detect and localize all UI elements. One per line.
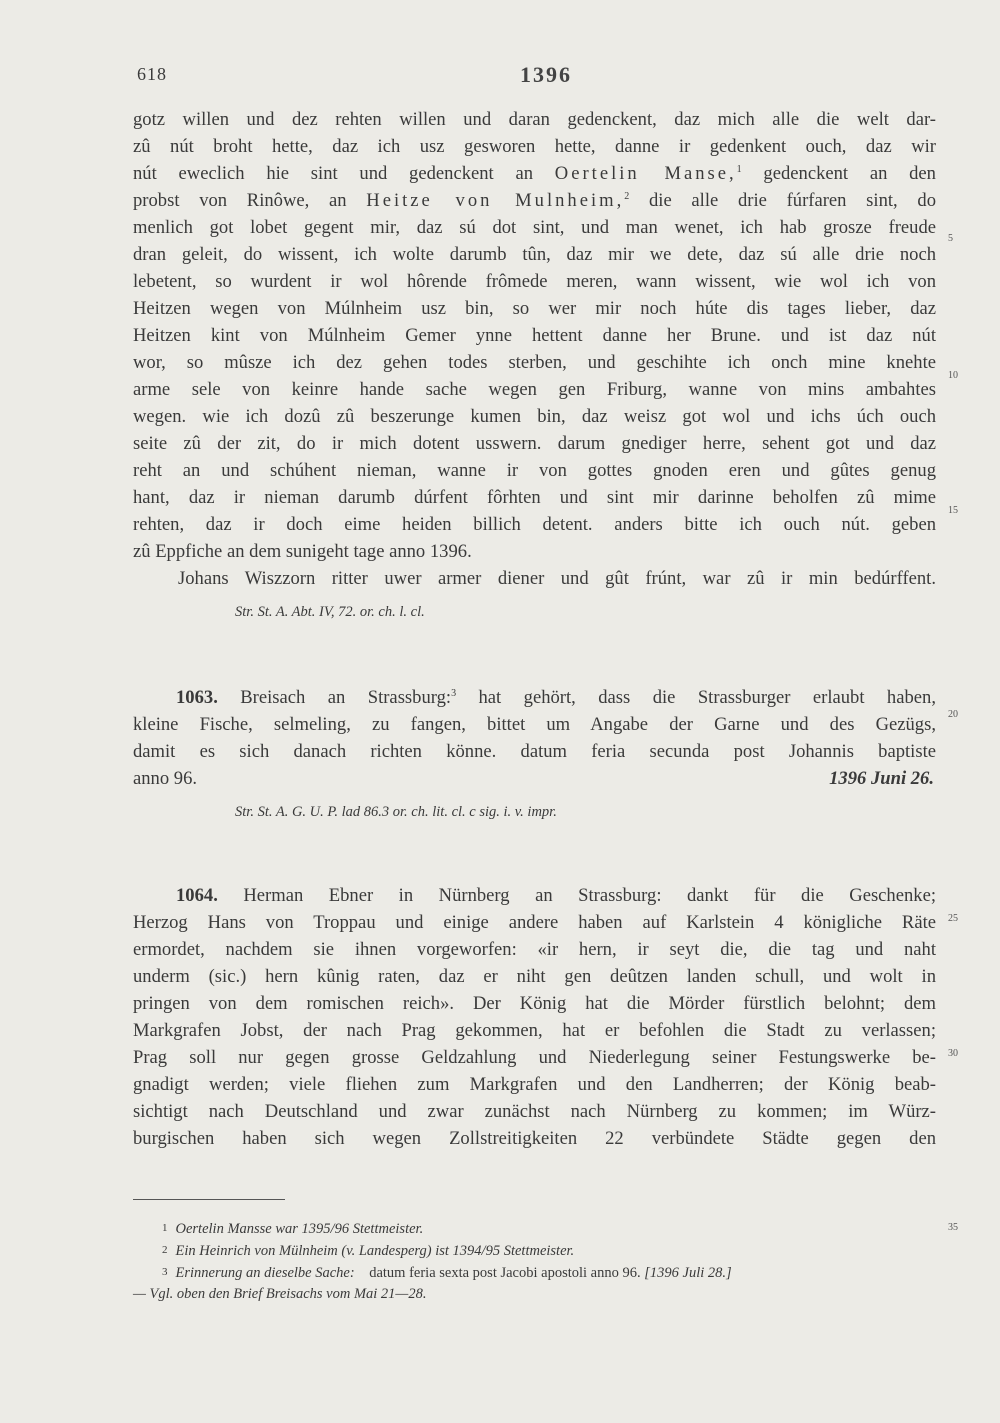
- footnote: [162, 1262, 732, 1282]
- margin-line-number: 35: [948, 1222, 958, 1233]
- text-line: [133, 160, 936, 187]
- footnote-text: Ein Heinrich von Mülnheim (v. Landesperg) ist 1394/95 Stettmeister.: [175, 1243, 575, 1259]
- text-line: dran geleit, do wissent, ich wolte darumb tûn, daz mir we dete, daz sú alle drie noch: [133, 244, 936, 265]
- entry-number: 1063.: [176, 687, 218, 708]
- text-line: underm (sic.) hern kûnig raten, daz er niht gen deûtzen landen schull, und wolt in: [133, 966, 936, 987]
- text-line: pringen von dem romischen reich». Der König hat die Mörder fürstlich belohnt; dem: [133, 993, 936, 1014]
- text-line: [133, 187, 936, 214]
- text-line: kleine Fische, selmeling, zu fangen, bittet um Angabe der Garne und des Gezügs,: [133, 714, 936, 735]
- footnote-text: Oertelin Mansse war 1395/96 Stettmeister.: [175, 1221, 424, 1237]
- text-line: seite zû der zit, do ir mich dotent usswern. darum gnediger herre, sehent got und daz: [133, 433, 936, 454]
- text-line: Heitzen kint von Múlnheim Gemer ynne hettent danne her Brune. und ist daz nút: [133, 325, 936, 346]
- entry-number: 1064.: [176, 885, 218, 906]
- margin-line-number: 5: [948, 233, 953, 244]
- text-line: Heitzen wegen von Múlnheim usz bin, so wer mir noch húte dis tages lieber, daz: [133, 298, 936, 319]
- entry-first-line: [176, 882, 936, 909]
- text-line: wegen. wie ich dozû zû beszerunge kumen bin, daz weisz got wol und ichs úch ouch: [133, 406, 936, 427]
- spaced-name: Oertelin Manse,: [554, 163, 737, 184]
- text-line: sichtigt nach Deutschland und zwar zunächst nach Nürnberg zu kommen; im Würz-: [133, 1101, 936, 1122]
- page-header: [137, 64, 937, 88]
- text-line: ermordet, nachdem sie ihnen vorgeworfen: «ir hern, ir seyt die, die tag und naht: [133, 939, 936, 960]
- text-line: Prag soll nur gegen grosse Geldzahlung und Niederlegung seiner Festungswerke be-: [133, 1047, 936, 1068]
- footnote-number: 3: [162, 1266, 168, 1278]
- text-line: damit es sich danach richten könne. datum feria secunda post Johannis baptiste: [133, 741, 936, 762]
- footnote: [162, 1240, 574, 1260]
- text-line: hant, daz ir nieman darumb dúrfent fôrhten und sint mir darinne beholfen zû mime: [133, 487, 936, 508]
- footnote-number: 1: [162, 1222, 168, 1234]
- text-line: burgischen haben sich wegen Zollstreitigkeiten 22 verbündete Städte gegen den: [133, 1128, 936, 1149]
- margin-line-number: 15: [948, 505, 958, 516]
- text-segment: Breisach an Strassburg:: [217, 687, 452, 708]
- text-segment: gedenckent an den: [741, 163, 936, 184]
- source-citation: Str. St. A. Abt. IV, 72. or. ch. l. cl.: [235, 604, 425, 620]
- entry-date: 1396 Juni 26.: [829, 768, 934, 789]
- text-line: zû Eppfiche an dem sunigeht tage anno 1396.: [133, 541, 472, 562]
- footnote-ref: 3: [451, 688, 457, 699]
- margin-line-number: 25: [948, 913, 958, 924]
- text-segment: Herman Ebner in Nürnberg an Strassburg: dankt für die Geschenke;: [217, 885, 936, 906]
- margin-line-number: 30: [948, 1048, 958, 1059]
- page-number: 618: [137, 64, 167, 84]
- footnote-text: Erinnerung an dieselbe Sache:: [175, 1265, 355, 1281]
- text-segment: probst von Rinôwe, an: [133, 190, 347, 211]
- source-citation: Str. St. A. G. U. P. lad 86.3 or. ch. lit. cl. c sig. i. v. impr.: [235, 804, 557, 820]
- margin-line-number: 10: [948, 370, 958, 381]
- text-line: menlich got lobet gegent mir, daz sú dot sint, und man wenet, ich hab grosze freude: [133, 217, 936, 238]
- text-line: reht an und schúhent nieman, wanne ir von gottes gnoden eren und gûtes genug: [133, 460, 936, 481]
- entry-first-line: [176, 684, 936, 711]
- text-line: gnadigt werden; viele fliehen zum Markgrafen und den Landherren; der König beab-: [133, 1074, 936, 1095]
- text-line: arme sele von keinre hande sache wegen gen Friburg, wanne von mins ambahtes: [133, 379, 936, 400]
- text-line: [133, 765, 936, 792]
- margin-line-number: 20: [948, 709, 958, 720]
- footnote-text: datum feria sexta post Jacobi apostoli anno 96.: [369, 1265, 641, 1281]
- text-segment: hat gehört, dass die Strassburger erlaubt haben,: [456, 687, 936, 708]
- footnote-number: 2: [162, 1244, 168, 1256]
- footnote-date: [1396 Juli 28.]: [644, 1265, 732, 1281]
- footnote: [133, 1284, 426, 1304]
- text-line: Herzog Hans von Troppau und einige andere haben auf Karlstein 4 königliche Räte: [133, 912, 936, 933]
- text-line: rehten, daz ir doch eime heiden billich detent. anders bitte ich ouch nút. geben: [133, 514, 936, 535]
- footnote-ref: 1: [736, 164, 742, 175]
- text-line: Markgrafen Jobst, der nach Prag gekommen, hat er befohlen die Stadt zu verlassen;: [133, 1020, 936, 1041]
- footnote-ref: 2: [624, 191, 630, 202]
- footnote-text: — Vgl. oben den Brief Breisachs vom Mai 21—28.: [133, 1286, 427, 1302]
- text-line: zû nút broht hette, daz ich usz gesworen hette, danne ir gedenkent ouch, daz wir: [133, 136, 936, 157]
- text-segment: anno 96.: [133, 768, 198, 789]
- text-line: wor, so mûsze ich dez gehen todes sterben, und geschihte ich onch mine knehte: [133, 352, 936, 373]
- text-segment: die alle drie fúrfaren sint, do: [629, 190, 936, 211]
- text-segment: nút eweclich hie sint und gedenckent an: [133, 163, 534, 184]
- footnote: [162, 1218, 423, 1238]
- spaced-name: Heitze von Mulnheim,: [366, 190, 625, 211]
- text-line: gotz willen und dez rehten willen und daran gedenckent, daz mich alle die welt dar-: [133, 109, 936, 130]
- text-line: lebetent, so wurdent ir wol hôrende frômede meren, wann wissent, wie wol ich von: [133, 271, 936, 292]
- running-year: 1396: [520, 62, 572, 87]
- footnote-rule: [133, 1199, 285, 1200]
- signature-line: Johans Wiszzorn ritter uwer armer diener und gût frúnt, war zû ir min bedúrffent.: [178, 568, 936, 589]
